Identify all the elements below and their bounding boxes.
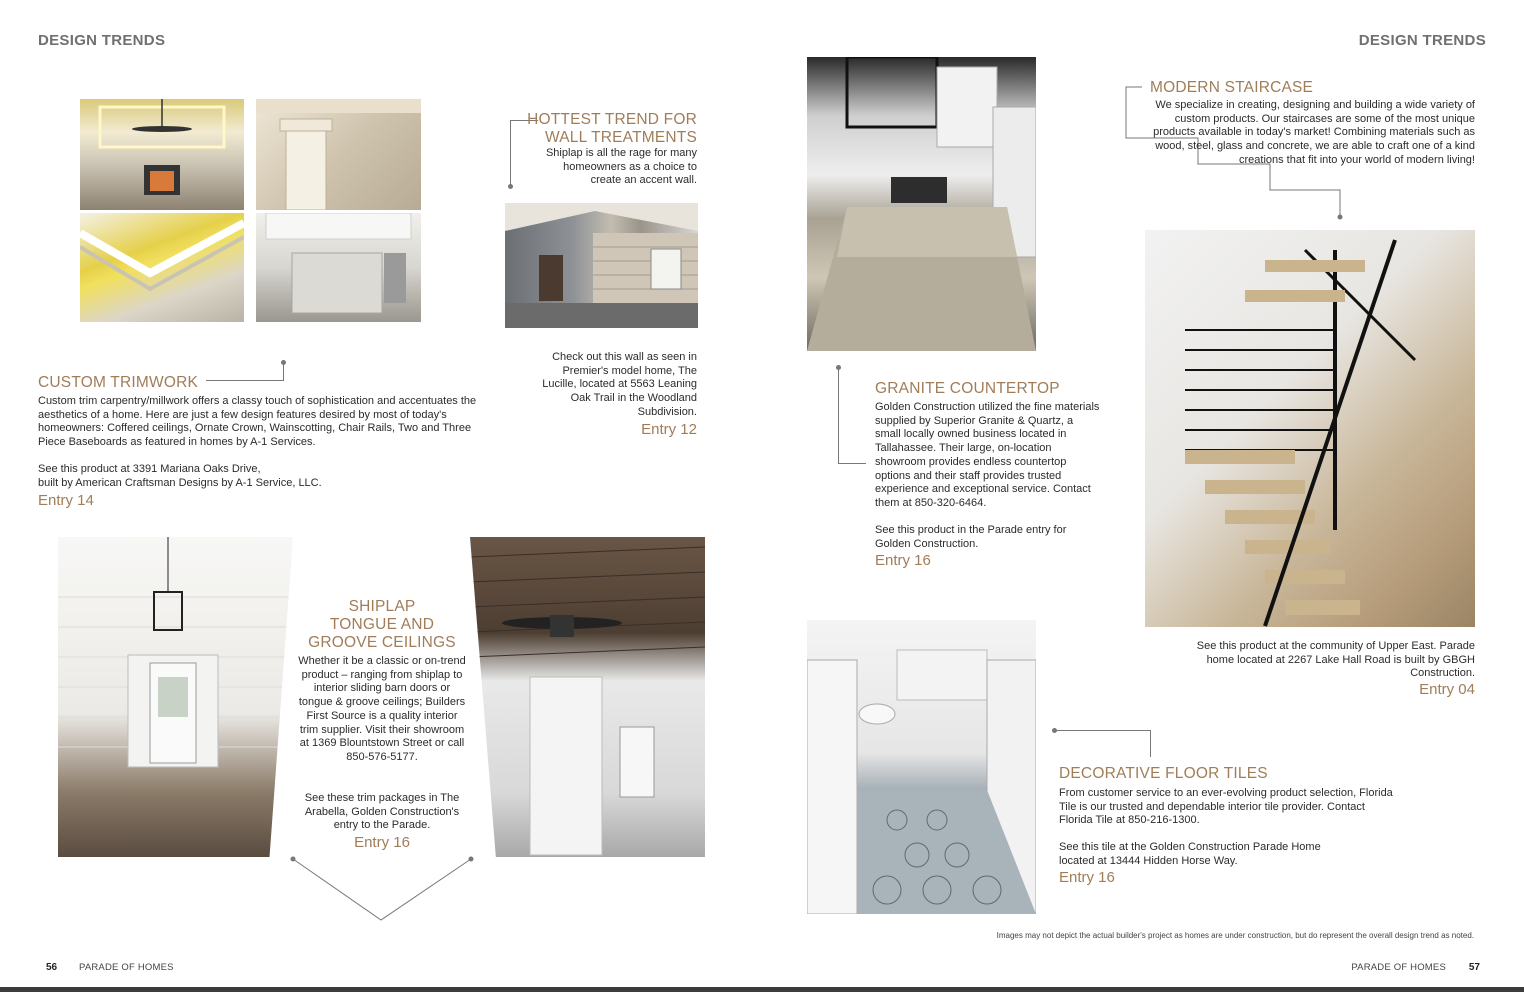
connector-dot: [836, 365, 841, 370]
photo-shiplap-hallway: [58, 537, 293, 857]
tiles-heading: DECORATIVE FLOOR TILES: [1059, 765, 1268, 782]
photo-floating-staircase: [1145, 230, 1475, 627]
page-number-right: 57: [1468, 962, 1480, 973]
tiles-body: From customer service to an ever-evolving product selection, Florida Tile is our trusted and dependable interior tile provider. Contact Florida Tile at 850-216-1300.: [1059, 787, 1393, 827]
shiplap-body: Whether it be a classic or on-trend product – ranging from shiplap to interior sliding barn doors or tongue & groove ceilings; Builders First Source is a quality interior trim supplier. Visit their showroom at 1369 Blountstown Street or call 850-576-5177.: [298, 655, 466, 763]
wall-body: Shiplap is all the rage for many homeowners as a choice to create an accent wall.: [545, 147, 697, 187]
photo-accent-wall: [505, 203, 698, 328]
wall-heading-line2: WALL TREATMENTS: [545, 129, 697, 146]
photo-crown-molding: [80, 213, 244, 322]
connector-line: [838, 368, 839, 464]
tiles-see: See this tile at the Golden Construction Parade Home located at 13444 Hidden Horse Way.: [1059, 841, 1321, 867]
trimwork-body: Custom trim carpentry/millwork offers a classy touch of sophistication and accentuates the aesthetics of a home. Here are just a few design features desired by most of today's homeowners: Coffered ceilings, Ornate Crown, Wainscotting, Chair Rails, Two and Three Piece Baseboards as featured in homes by A-1 Services.: [38, 395, 477, 449]
section-label-right: DESIGN TRENDS: [1358, 32, 1486, 49]
publication-left: PARADE OF HOMES: [79, 962, 174, 973]
connector-dot: [508, 184, 513, 189]
shiplap-heading-line3: GROOVE CEILINGS: [308, 634, 456, 651]
wall-entry: Entry 12: [641, 421, 697, 438]
staircase-entry: Entry 04: [1419, 681, 1475, 698]
chevron-down-icon: [288, 852, 476, 924]
connector-line: [838, 463, 866, 464]
staircase-caption: See this product at the community of Upper East. Parade home located at 2267 Lake Hall Road is built by GBGH Construction.: [1196, 640, 1475, 680]
shiplap-see: See these trim packages in The Arabella, Golden Construction's entry to the Parade.: [304, 792, 460, 832]
photo-coffered-ceiling: [80, 99, 244, 210]
trimwork-heading: CUSTOM TRIMWORK: [38, 374, 199, 391]
photo-floor-tile-bathroom: [807, 620, 1036, 914]
photo-column-detail: [256, 99, 421, 210]
photo-tongue-groove-porch: [470, 537, 705, 857]
trimwork-location-2: built by American Craftsman Designs by A-1 Service, LLC.: [38, 477, 322, 489]
wall-heading-line1: HOTTEST TREND FOR: [527, 111, 697, 128]
trimwork-location-1: See this product at 3391 Mariana Oaks Drive,: [38, 463, 261, 475]
shiplap-heading-line1: SHIPLAP: [348, 598, 416, 615]
connector-line: [283, 363, 284, 381]
staircase-heading: MODERN STAIRCASE: [1150, 79, 1314, 96]
photo-kitchen-island: [256, 213, 421, 322]
connector-line: [1055, 730, 1151, 731]
staircase-body: We specialize in creating, designing and building a wide variety of custom products. Our staircases are some of the most unique products available in today's market! Combining materials such as wood, steel, glass and concrete, we are able to craft one of a kind creations that fit into your world of modern living!: [1153, 99, 1475, 166]
granite-body: Golden Construction utilized the fine materials supplied by Superior Granite & Quartz, a small locally owned business located in Tallahassee. Their large, on-location showroom provides endless countertop options and their staff provides trusted experience and exceptional service. Contact them at 850-320-6464.: [875, 401, 1100, 509]
publication-right: PARADE OF HOMES: [1351, 962, 1446, 973]
section-label-left: DESIGN TRENDS: [38, 32, 166, 49]
trimwork-entry: Entry 14: [38, 492, 94, 509]
tiles-entry: Entry 16: [1059, 869, 1115, 886]
wall-caption: Check out this wall as seen in Premier's model home, The Lucille, located at 5563 Leaning Oak Trail in the Woodland Subdivision.: [542, 351, 697, 418]
page-number-left: 56: [46, 962, 58, 973]
connector-dot: [281, 360, 286, 365]
shiplap-heading-line2: TONGUE AND: [329, 616, 435, 633]
shiplap-entry: Entry 16: [354, 834, 410, 851]
granite-heading: GRANITE COUNTERTOP: [875, 380, 1060, 397]
connector-line: [206, 380, 284, 381]
connector-line: [510, 120, 511, 186]
photo-granite-kitchen: [807, 57, 1036, 351]
granite-entry: Entry 16: [875, 552, 931, 569]
connector-line: [1150, 730, 1151, 757]
disclaimer: Images may not depict the actual builder's project as homes are under construction, but do represent the overall design trend as noted.: [996, 931, 1474, 940]
ceiling-fan-icon: [80, 99, 244, 210]
granite-see: See this product in the Parade entry for Golden Construction.: [875, 524, 1067, 550]
bottom-border: [0, 987, 1524, 992]
